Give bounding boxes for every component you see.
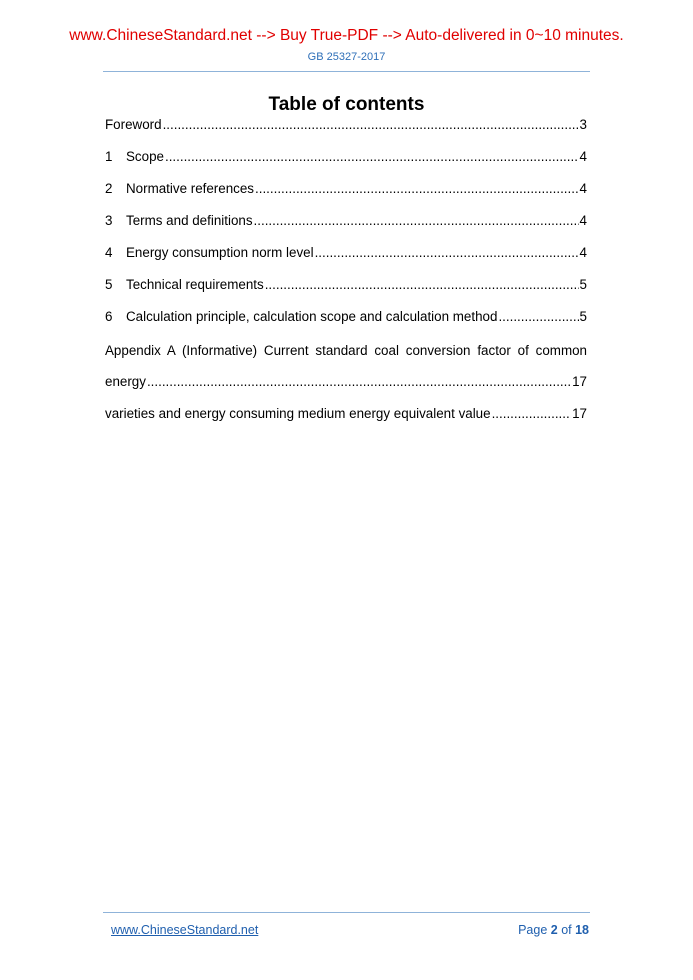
toc-entry-text: Normative references xyxy=(126,181,255,196)
toc-entry-foreword[interactable] xyxy=(105,116,587,134)
toc-entry-page: 17 xyxy=(572,406,587,421)
toc-entry-terms-definitions[interactable] xyxy=(105,212,587,230)
toc-entry-page: 4 xyxy=(579,213,587,228)
toc-entry-calculation[interactable] xyxy=(105,308,587,326)
toc-entry-number: 6 xyxy=(105,309,113,324)
dot-leader xyxy=(492,405,572,423)
toc-entry-text: Calculation principle, calculation scope and calculation method xyxy=(126,309,498,324)
toc-entry-page: 4 xyxy=(579,149,587,164)
toc-entry-energy-norm-level[interactable] xyxy=(105,244,587,262)
toc-entry-normative-references[interactable] xyxy=(105,180,587,198)
page-total: 18 xyxy=(575,923,589,937)
footer-divider xyxy=(103,912,590,913)
toc-entry-appendix-a-cont[interactable] xyxy=(105,373,587,391)
page-current: 2 xyxy=(550,923,558,937)
dot-leader xyxy=(165,148,579,166)
dot-leader xyxy=(255,180,579,198)
toc-entry-text: Energy consumption norm level xyxy=(126,245,314,260)
toc-entry-text: Terms and definitions xyxy=(126,213,253,228)
toc-entry-appendix-a-tail[interactable] xyxy=(105,405,587,423)
toc-entry-appendix-a[interactable]: Appendix A (Informative) Current standard coal conversion factor of common xyxy=(105,343,587,358)
toc-entry-page: 17 xyxy=(572,374,587,389)
toc-entry-page: 5 xyxy=(579,277,587,292)
header-divider xyxy=(103,71,590,72)
toc-entry-number: 1 xyxy=(105,149,113,164)
toc-entry-number: 4 xyxy=(105,245,113,260)
dot-leader xyxy=(254,212,579,230)
dot-leader xyxy=(315,244,579,262)
toc-title: Table of contents xyxy=(268,94,425,115)
toc-entry-text: varieties and energy consuming medium energy equivalent value xyxy=(105,406,491,421)
toc-entry-number: 5 xyxy=(105,277,113,292)
dot-leader xyxy=(265,276,579,294)
toc-entry-technical-requirements[interactable] xyxy=(105,276,587,294)
toc-entry-text: Scope xyxy=(126,149,164,164)
toc-entry-text: energy xyxy=(105,374,146,389)
toc-entry-scope[interactable] xyxy=(105,148,587,166)
toc-entry-page: 4 xyxy=(579,181,587,196)
toc-entry-text: Technical requirements xyxy=(126,277,264,292)
page-of-label: of xyxy=(557,923,576,937)
toc-entry-page: 4 xyxy=(579,245,587,260)
toc-entry-text: Foreword xyxy=(105,117,162,132)
document-id: GB 25327-2017 xyxy=(307,51,386,63)
dot-leader xyxy=(147,373,571,391)
toc-entry-number: 3 xyxy=(105,213,113,228)
toc-entry-page: 3 xyxy=(579,117,587,132)
toc-entry-number: 2 xyxy=(105,181,113,196)
page-label: Page xyxy=(518,923,551,937)
toc-entry-page: 5 xyxy=(579,309,587,324)
promo-banner[interactable]: www.ChineseStandard.net --> Buy True-PDF --> Auto-delivered in 0~10 minutes. xyxy=(69,27,624,44)
dot-leader xyxy=(163,116,579,134)
dot-leader xyxy=(498,308,578,326)
footer-site-link[interactable]: www.ChineseStandard.net xyxy=(111,923,259,937)
page-number xyxy=(518,923,589,937)
